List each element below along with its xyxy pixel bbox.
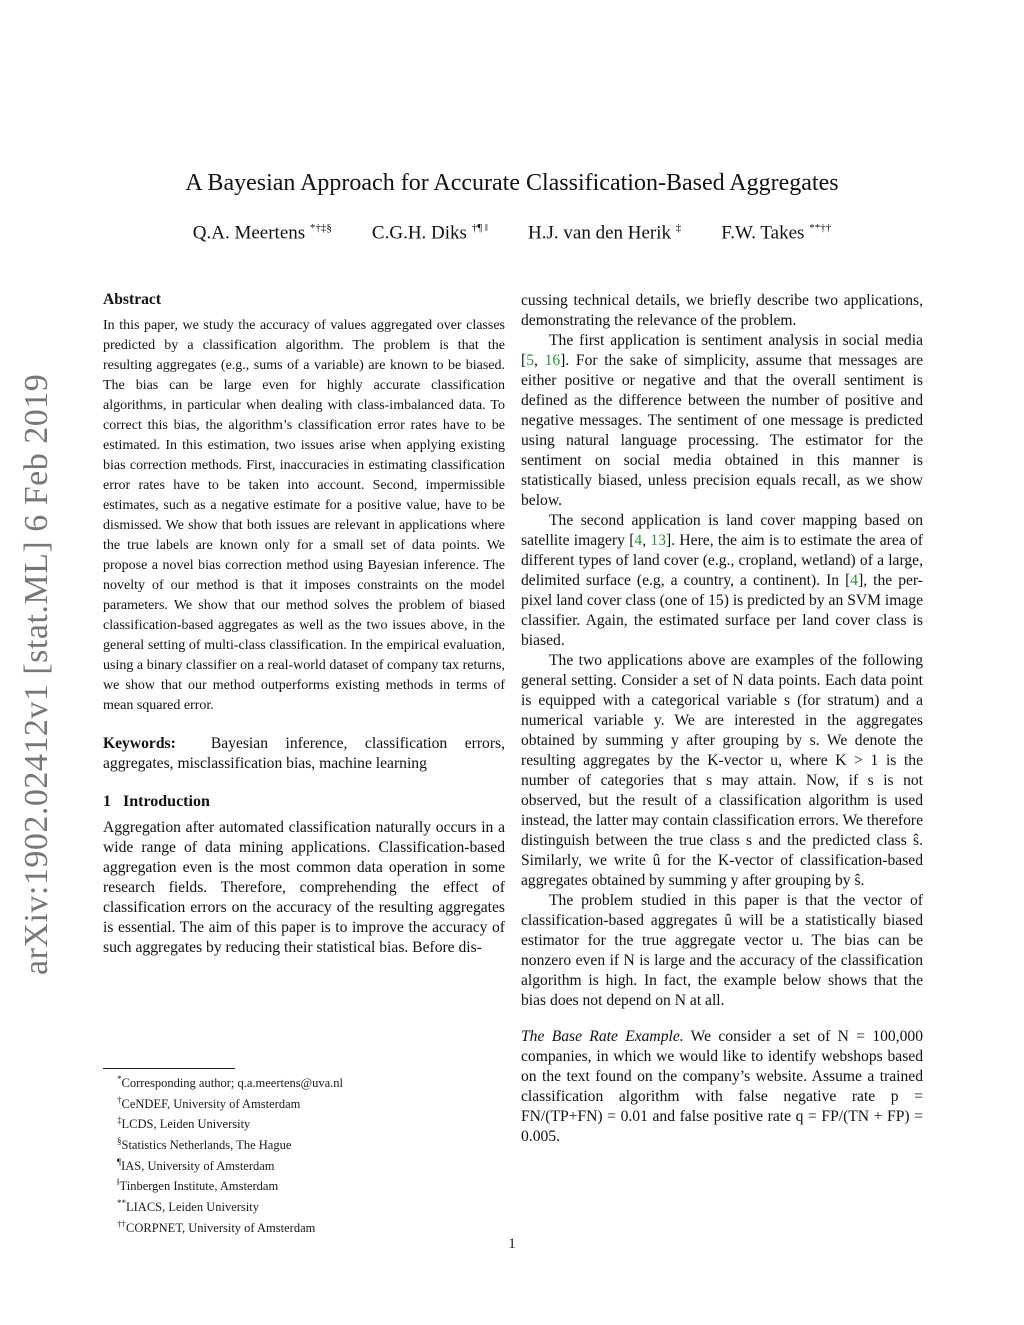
footnote-rule [103,1068,235,1069]
intro-paragraph: Aggregation after automated classification naturally occurs in a wide range of data mining applications. Classification-based aggregation even is the most common data operation in some research fields. Therefore, comprehending the effect of classification errors on the accuracy of the resulting aggregates is essential. The aim of this paper is to improve the accuracy of such aggregates by reducing their statistical bias. Before dis- [103,819,505,956]
footnote: ††CORPNET, University of Amsterdam [117,1218,316,1235]
author: C.G.H. Diks †¶ ‖ [371,222,489,244]
citation-link[interactable]: 4 [634,532,643,549]
footnote: §Statistics Netherlands, The Hague [117,1135,292,1153]
left-column [103,290,505,958]
footnote: ‡LCDS, Leiden University [117,1115,251,1132]
abstract-text: In this paper, we study the accuracy of values aggregated over classes predicted by a classification algorithm. The problem is that the resulting aggregates (e.g., sums of a variable) are known to be biased. The bias can be large even for highly accurate classification algorithms, in particular when dealing with class-imbalanced data. To correct this bias, the algorithm’s classification error rates have to be estimated. In this estimation, two issues arise when applying existing bias correction methods. First, inaccuracies in estimating classification error rates have to be taken into account. Second, impermissible estimates, such as a negative estimate for a positive value, have to be dismissed. We show that both issues are relevant in applications where the true labels are known only for a small set of data points. We propose a novel bias correction method using Bayesian inference. The novelty of our method is that it imposes constraints on the model parameters. We show that our method solves the problem of biased classification-based aggregates as well as the two issues above, in the general setting of multi-class classification. In the empirical evaluation, using a binary classifier on a real-world dataset of company tax returns, we show that our method outperforms existing methods in terms of mean squared error. [103,318,505,713]
arxiv-margin-stamp: arXiv:1902.02412v1 [stat.ML] 6 Feb 2019 [18,373,55,975]
footnote: *Corresponding author; q.a.meertens@uva.nl [117,1074,344,1091]
citation-link[interactable]: 13 [650,532,667,549]
footnote: **LIACS, Leiden University [117,1197,259,1215]
paper-title: A Bayesian Approach for Accurate Classification-Based Aggregates [185,170,839,196]
paragraph: The second application is land cover mapping based on satellite imagery [4, 13]. Here, the aim is to estimate the area of different types of land cover (e.g., cropland, wetland) of a large, delimited surface (e.g, a country, a continent). In [4], the per-pixel land cover class (one of 15) is predicted by an SVM image classifier. Again, the estimated surface per land cover class is biased. [521,512,923,649]
author: Q.A. Meertens *†‡§ [192,222,332,244]
paragraph: The problem studied in this paper is that the vector of classification-based aggregates û will be a statistically biased estimator for the true aggregate vector u. The bias can be nonzero even if N is large and the accuracy of the classification algorithm is high. In fact, the example below shows that the bias does not depend on N at all. [521,892,923,1009]
keywords: Keywords: Bayesian inference, classification errors, aggregates, misclassification bias, machine learning [103,735,505,772]
paragraph: The two applications above are examples of the following general setting. Consider a set of N data points. Each data point is equipped with a categorical variable s (for stratum) and a numerical variable y. We are interested in the aggregates obtained by summing y after grouping by s. We denote the resulting aggregates by the K-vector u, where K > 1 is the number of categories that s may attain. Now, if s is not observed, but the result of a classification algorithm is used instead, the latter may contain classification errors. We therefore distinguish between the true class s and the predicted class ŝ. Similarly, we write û for the K-vector of classification-based aggregates obtained by summing y after grouping by ŝ. [521,652,923,889]
author: H.J. van den Herik ‡ [528,222,682,244]
right-column [521,291,923,1147]
footnote: ‖Tinbergen Institute, Amsterdam [117,1177,279,1194]
footnote: ¶IAS, University of Amsterdam [117,1156,275,1173]
author-list [0,222,1024,244]
author: F.W. Takes **†† [721,222,832,244]
page-number: 1 [508,1236,516,1252]
citation-link[interactable]: 4 [850,572,859,589]
citation-link[interactable]: 5 [526,352,534,369]
paragraph: cussing technical details, we briefly describe two applications, demonstrating the relevance of the problem. [521,292,923,329]
citation-link[interactable]: 16 [544,352,561,369]
abstract-heading: Abstract [103,291,162,308]
paragraph: The first application is sentiment analysis in social media [5, 16]. For the sake of simplicity, assume that messages are either positive or negative and that the overall sentiment is defined as the difference between the number of positive and negative messages. The sentiment of one message is predicted using natural language processing. The estimator for the sentiment on social media obtained in this manner is statistically biased, unless precision equals recall, as we show below. [521,332,924,509]
footnote: †CeNDEF, University of Amsterdam [117,1094,301,1111]
section-heading: 1 Introduction [103,793,210,810]
paragraph: The Base Rate Example. We consider a set of N = 100,000 companies, in which we would like to identify webshops based on the text found on the company’s website. Assume a trained classification algorithm with false negative rate p = FN/(TP+FN) = 0.01 and false positive rate q = FP/(TN + FP) = 0.005. [521,1028,923,1145]
footnotes [103,1068,505,1236]
